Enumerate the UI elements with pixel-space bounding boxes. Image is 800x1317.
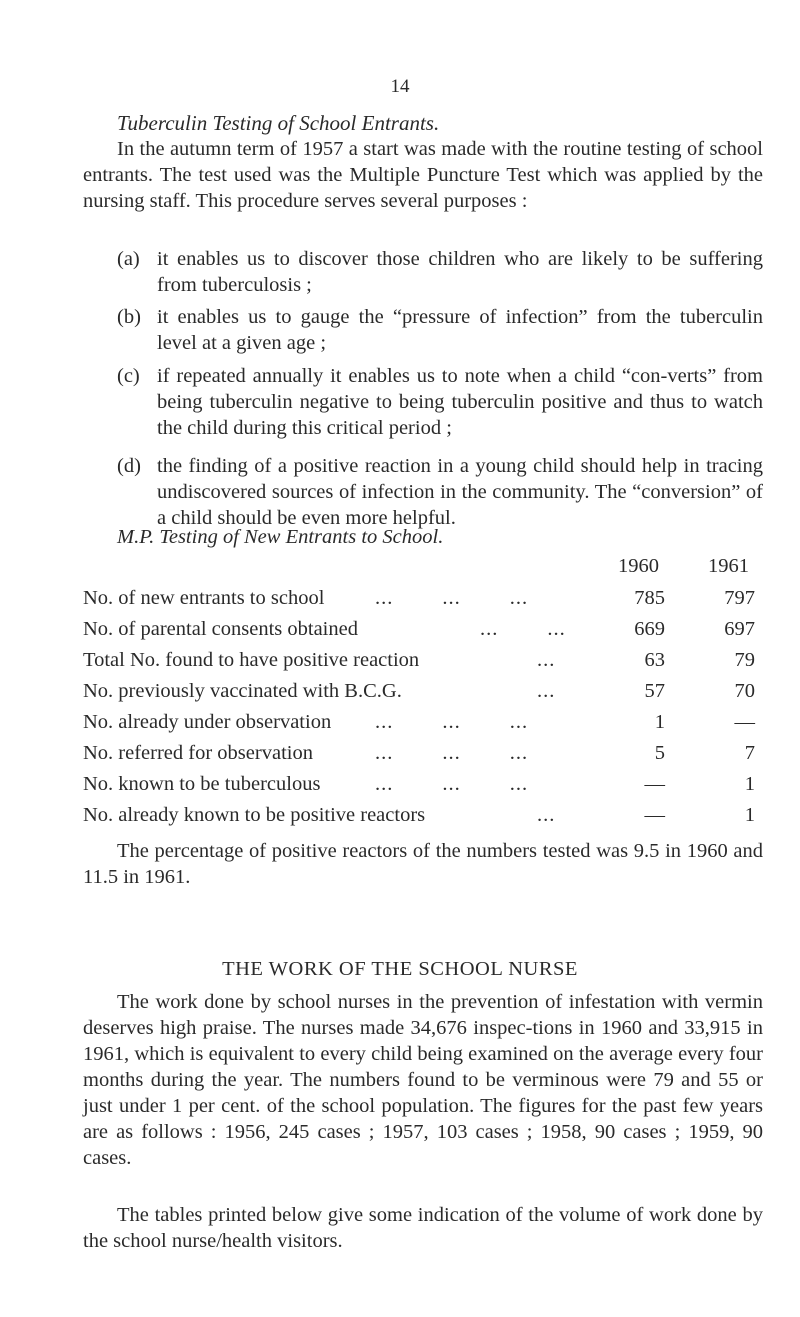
value-1960: 785 [634, 587, 665, 609]
row-label: No. already known to be positive reactors [83, 804, 426, 826]
value-1961: 797 [724, 587, 755, 609]
list-text: if repeated annually it enables us to note when a child “con-verts” from being tuberculin negative to being tuberculin positive and thus to watch the child during this critical period ; [157, 365, 763, 439]
list-item [117, 453, 763, 531]
page-number: 14 [390, 76, 410, 97]
value-1961: 1 [744, 804, 755, 826]
value-1960: 63 [644, 649, 665, 671]
intro-paragraph: In the autumn term of 1957 a start was made with the routine testing of school entrants. The test used was the Multiple Puncture Test which was applied by the nursing staff. This procedure serves several purposes : [83, 138, 763, 212]
list-item [117, 246, 763, 298]
percentage-paragraph: The percentage of positive reactors of the numbers tested was 9.5 in 1960 and 11.5 in 1961. [83, 840, 763, 888]
row-label: Total No. found to have positive reaction [83, 649, 420, 671]
table-row [83, 680, 763, 710]
leader-dots: ... [537, 680, 556, 702]
leader-dots: ... ... ... [375, 742, 529, 764]
list-text: the finding of a positive reaction in a young child should help in tracing undiscovered sources of infection in the community. The “conversion” of a child should be even more helpful. [157, 455, 763, 529]
list-item [117, 304, 763, 356]
section-heading: THE WORK OF THE SCHOOL NURSE [222, 958, 578, 980]
table-row [83, 649, 763, 679]
nurse-paragraph-closing: The tables printed below give some indication of the volume of work done by the school nurse/health visitors. [83, 1204, 763, 1252]
table-row [83, 587, 763, 617]
row-label: No. of parental consents obtained [83, 618, 358, 640]
row-label: No. referred for observation [83, 742, 313, 764]
list-text: it enables us to discover those children who are likely to be suffering from tuberculosis ; [157, 248, 763, 296]
row-label: No. already under observation [83, 711, 332, 733]
table-row [83, 742, 763, 772]
value-1961: 70 [734, 680, 755, 702]
list-item [117, 363, 763, 441]
value-1961: — [734, 711, 755, 733]
nurse-paragraph: The work done by school nurses in the prevention of infestation with vermin deserves high praise. The nurses made 34,676 inspec-tions in 1960 and 33,915 in 1961, which is equivalent to every child being examined on the average every four months during the year. The numbers found to be verminous were 79 and 55 or just under 1 per cent. of the school population. The figures for the past few years are as follows : 1956, 245 cases ; 1957, 103 cases ; 1958, 90 cases ; 1959, 90 cases. [83, 991, 763, 1169]
table-header-1960: 1960 [618, 555, 659, 577]
value-1960: 57 [644, 680, 665, 702]
list-text: it enables us to gauge the “pressure of infection” from the tuberculin level at a given age ; [157, 306, 763, 354]
leader-dots: ... [537, 649, 556, 671]
leader-dots: ... [537, 804, 556, 826]
list-marker: (a) [117, 248, 140, 270]
table-row [83, 618, 763, 648]
leader-dots: ... ... ... [375, 587, 529, 609]
value-1960: — [644, 773, 665, 795]
table-row [83, 773, 763, 803]
list-marker: (b) [117, 306, 141, 328]
leader-dots: ... ... ... [375, 711, 529, 733]
list-marker: (d) [117, 455, 141, 477]
value-1960: 669 [634, 618, 665, 640]
value-1961: 7 [744, 742, 755, 764]
table-row [83, 711, 763, 741]
row-label: No. known to be tuberculous [83, 773, 321, 795]
list-marker: (c) [117, 365, 140, 387]
value-1961: 1 [744, 773, 755, 795]
value-1961: 79 [734, 649, 755, 671]
section-title: Tuberculin Testing of School Entrants. [117, 111, 440, 135]
table-title: M.P. Testing of New Entrants to School. [117, 526, 444, 548]
value-1960: 1 [654, 711, 665, 733]
table-row [83, 804, 763, 834]
leader-dots: ... ... [480, 618, 566, 640]
value-1960: 5 [654, 742, 665, 764]
row-label: No. of new entrants to school [83, 587, 325, 609]
row-label: No. previously vaccinated with B.C.G. [83, 680, 402, 702]
leader-dots: ... ... ... [375, 773, 529, 795]
value-1960: — [644, 804, 665, 826]
table-header-1961: 1961 [708, 555, 749, 577]
value-1961: 697 [724, 618, 755, 640]
